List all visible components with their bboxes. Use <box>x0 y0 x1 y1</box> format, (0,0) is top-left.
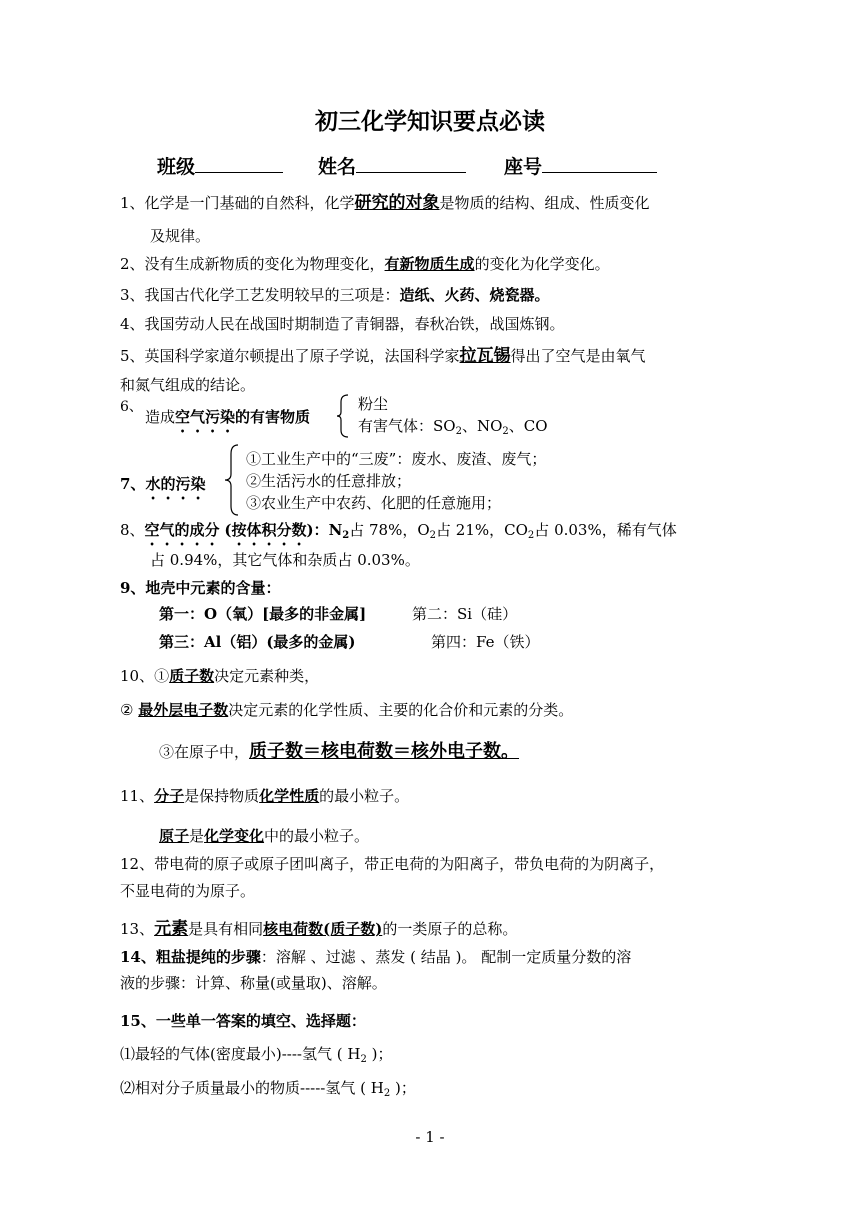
atom-equality: 质子数＝核电荷数＝核外电子数。 <box>249 741 520 762</box>
seat-blank[interactable] <box>542 154 657 173</box>
item-11-line2: 原子是化学变化中的最小粒子。 <box>159 827 370 845</box>
item-8-line2: 占 0.94%，其它气体和杂质占 0.03%。 <box>150 551 420 569</box>
nuclear-charge-term: 核电荷数(质子数) <box>263 920 383 938</box>
item-6-brace <box>336 394 350 438</box>
item-4: 4、我国劳动人民在战国时期制造了青铜器，春秋冶铁，战国炼钢。 <box>120 315 565 333</box>
item-5-line2: 和氮气组成的结论。 <box>120 376 256 394</box>
outer-electron-term: 最外层电子数 <box>138 701 229 719</box>
item-15-q2: ⑵相对分子质量最小的物质-----氢气 ( $H_2$ )； <box>120 1079 416 1099</box>
element-term: 元素 <box>154 919 189 939</box>
name-label: 姓名 <box>318 156 357 178</box>
molecule-term: 分子 <box>154 787 185 805</box>
item-1-line1: 1、化学是一门基础的自然科，化学研究的对象是物质的结构、组成、性质变化 <box>120 193 650 213</box>
air-pollution-term: 空气污染 <box>175 408 236 426</box>
dust: 粉尘 <box>358 395 389 413</box>
proton-number-term: 质子数 <box>169 667 215 685</box>
item-5-line1: 5、英国科学家道尔顿提出了原子学说，法国科学家拉瓦锡得出了空气是由氧气 <box>120 346 646 366</box>
item-8-line1: 8、空气的成分 (按体积分数)：$N_2$占 78%，$O_2$占 21%，$CO_2$占 0.03%，稀有气体 <box>120 521 677 541</box>
water-pollution-a: ①工业生产中的“三废”：废水、废渣、废气； <box>246 450 547 468</box>
item-7-brace <box>224 444 240 516</box>
item-12-line1: 12、带电荷的原子或原子团叫离子，带正电荷的为阳离子，带负电荷的为阴离子， <box>120 855 665 873</box>
item-14-line1: 14、粗盐提纯的步骤：溶解 、过滤 、蒸发 ( 结晶 )。 配制一定质量分数的溶 <box>120 948 632 966</box>
water-pollution-b: ②生活污水的任意排放； <box>246 472 412 490</box>
item-10-line3: ③在原子中，质子数＝核电荷数＝核外电子数。 <box>159 741 520 762</box>
item-5-emphasis: 拉瓦锡 <box>459 346 511 366</box>
chemical-property-term: 化学性质 <box>259 787 320 805</box>
item-1-emphasis: 研究的对象 <box>354 193 440 213</box>
salt-purification-term: 14、粗盐提纯的步骤 <box>120 948 261 966</box>
seat-label: 座号 <box>504 156 543 178</box>
item-7-label: 7、水的污染 <box>120 475 206 493</box>
item-3: 3、我国古代化学工艺发明较早的三项是：造纸、火药、烧瓷器。 <box>120 286 550 304</box>
water-pollution-term: 水的污染 <box>145 475 206 493</box>
name-field <box>318 152 466 179</box>
air-composition-term: 空气的成分 <box>144 521 220 539</box>
item-14-line2: 液的步骤：计算、称量(或量取)、溶解。 <box>120 974 387 992</box>
item-6-number: 6、 <box>120 399 143 415</box>
item-12-line2: 不显电荷的为原子。 <box>120 882 256 900</box>
item-1-line2: 及规律。 <box>150 227 211 245</box>
crust-first: 第一：O（氧）[最多的非金属] <box>159 605 367 623</box>
item-2-emphasis: 有新物质生成 <box>384 255 475 273</box>
item-10-line1: 10、①质子数决定元素种类， <box>120 667 320 685</box>
item-2: 2、没有生成新物质的变化为物理变化，有新物质生成的变化为化学变化。 <box>120 255 610 273</box>
item-11-line1: 11、分子是保持物质化学性质的最小粒子。 <box>120 787 410 805</box>
item-13: 13、元素是具有相同核电荷数(质子数)的一类原子的总称。 <box>120 919 518 939</box>
item-9-heading: 9、地壳中元素的含量： <box>120 579 281 597</box>
harmful-gases: 有害气体：$SO_2$、$NO_2$、CO <box>358 417 548 437</box>
name-blank[interactable] <box>356 154 466 173</box>
class-label: 班级 <box>157 156 196 178</box>
crust-fourth: 第四：Fe（铁） <box>431 633 540 651</box>
class-blank[interactable] <box>195 154 283 173</box>
seat-field <box>504 152 657 179</box>
atom-term: 原子 <box>159 827 190 845</box>
page-title: 初三化学知识要点必读 <box>315 109 545 135</box>
water-pollution-c: ③农业生产中农药、化肥的任意施用； <box>246 494 502 512</box>
item-15-heading: 15、一些单一答案的填空、选择题： <box>120 1012 366 1030</box>
crust-second: 第二：Si（硅） <box>412 605 518 623</box>
chemical-change-term: 化学变化 <box>204 827 265 845</box>
item-10-line2: ② 最外层电子数决定元素的化学性质、主要的化合价和元素的分类。 <box>120 701 574 719</box>
page-number: - 1 - <box>415 1128 445 1146</box>
item-15-q1: ⑴最轻的气体(密度最小)----氢气 ( $H_2$ )； <box>120 1045 393 1065</box>
crust-third: 第三：Al（铝）(最多的金属) <box>159 633 356 651</box>
item-3-emphasis: 造纸、火药、烧瓷器。 <box>399 286 550 304</box>
item-6-label: 造成空气污染的有害物质 <box>145 408 311 426</box>
class-field <box>157 152 283 179</box>
